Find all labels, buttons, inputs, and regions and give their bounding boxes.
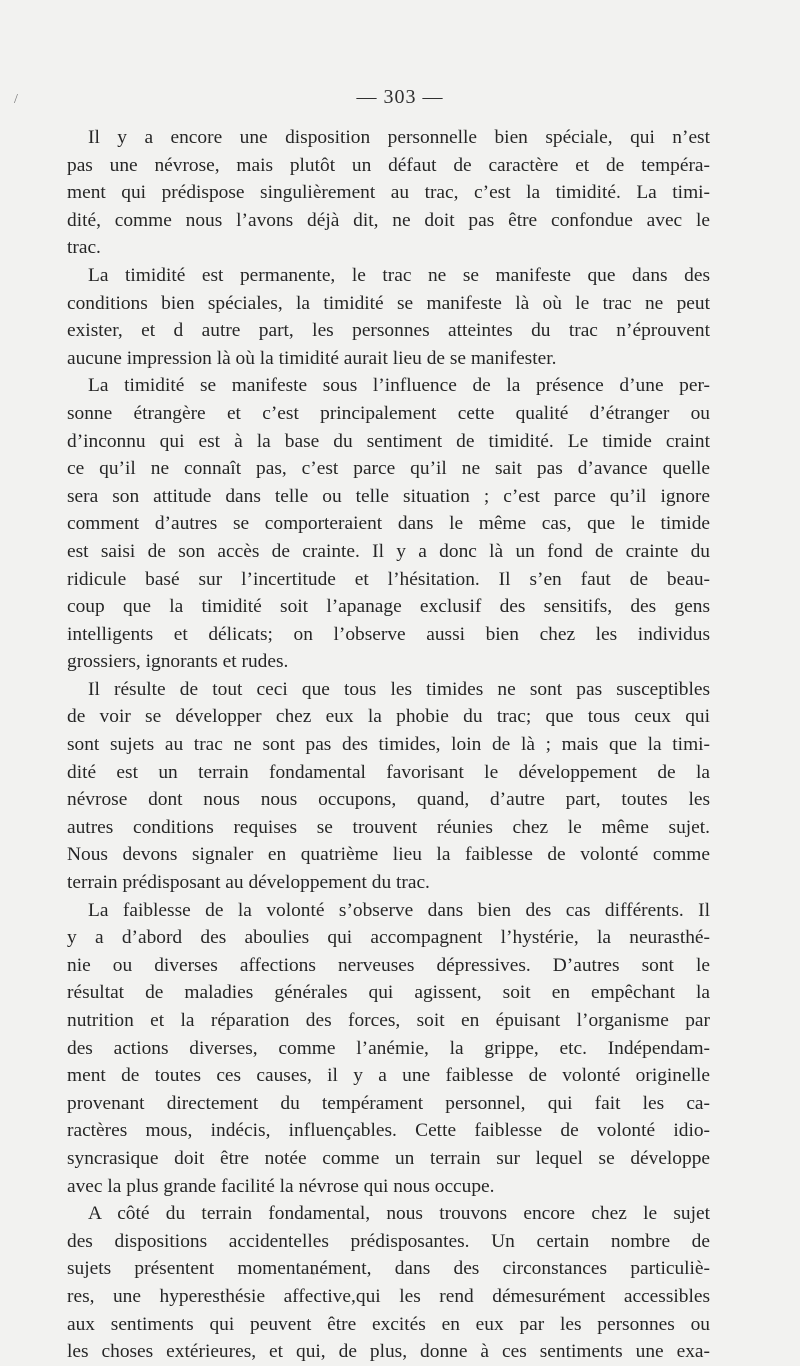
- text-line: névrose dont nous nous occupons, quand, d’autre part, toutes les: [67, 789, 710, 811]
- margin-tick-mark: /: [14, 92, 18, 107]
- text-line: sonne étrangère et c’est principalement cette qualité d’étranger ou: [67, 402, 710, 424]
- text-line: d’inconnu qui est à la base du sentiment de timidité. Le timide craint: [67, 430, 710, 452]
- text-line: coup que la timidité soit l’apanage exclusif des sensitifs, des gens: [67, 596, 710, 618]
- text-line: les choses extérieures, et qui, de plus, donne à ces sentiments une exa-: [67, 1341, 710, 1363]
- text-line: y a d’abord des aboulies qui accompagnent l’hystérie, la neurasthé-: [67, 927, 710, 949]
- text-line: La faiblesse de la volonté s’observe dans bien des cas différents. Il: [88, 899, 710, 921]
- text-line: résultat de maladies générales qui agissent, soit en empêchant la: [67, 982, 710, 1004]
- text-line: trac.: [67, 237, 101, 259]
- text-line: syncrasique doit être notée comme un terrain sur lequel se développe: [67, 1147, 710, 1169]
- text-line: comment d’autres se comporteraient dans le même cas, que le timide: [67, 513, 710, 535]
- text-line: sera son attitude dans telle ou telle situation ; c’est parce qu’il ignore: [67, 485, 710, 507]
- text-line: nie ou diverses affections nerveuses dépressives. D’autres sont le: [67, 954, 710, 976]
- text-line: ractères mous, indécis, influençables. Cette faiblesse de volonté idio-: [67, 1120, 710, 1142]
- body-text: [67, 124, 710, 1366]
- text-line: grossiers, ignorants et rudes.: [67, 651, 289, 673]
- text-line: exister, et d autre part, les personnes atteintes du trac n’éprouvent: [67, 320, 710, 342]
- text-line: autres conditions requises se trouvent réunies chez le même sujet.: [67, 816, 710, 838]
- text-line: provenant directement du tempérament personnel, qui fait les ca-: [67, 1092, 710, 1114]
- text-line: de voir se développer chez eux la phobie du trac; que tous ceux qui: [67, 706, 710, 728]
- text-line: aux sentiments qui peuvent être excités en eux par les personnes ou: [67, 1313, 710, 1335]
- text-line: ce qu’il ne connaît pas, c’est parce qu’il ne sait pas d’avance quelle: [67, 458, 710, 480]
- text-line: A côté du terrain fondamental, nous trouvons encore chez le sujet: [88, 1203, 710, 1225]
- text-line: des actions diverses, comme l’anémie, la grippe, etc. Indépendam-: [67, 1037, 710, 1059]
- text-line: aucune impression là où la timidité aurait lieu de se manifester.: [67, 347, 557, 369]
- text-line: conditions bien spéciales, la timidité se manifeste là où le trac ne peut: [67, 292, 710, 314]
- text-line: dité, comme nous l’avons déjà dit, ne doit pas être confondue avec le: [67, 209, 710, 231]
- text-line: ment qui prédispose singulièrement au trac, c’est la timidité. La timi-: [67, 182, 710, 204]
- text-line: Nous devons signaler en quatrième lieu la faiblesse de volonté comme: [67, 844, 710, 866]
- text-line: sujets présentent momentanément, dans des circonstances particuliè-: [67, 1258, 710, 1280]
- text-line: res, une hyperesthésie affective,qui les rend démesurément accessibles: [67, 1285, 710, 1307]
- text-line: Il y a encore une disposition personnelle bien spéciale, qui n’est: [88, 127, 710, 148]
- text-line: sont sujets au trac ne sont pas des timides, loin de là ; mais que la timi-: [67, 734, 710, 756]
- text-line: est saisi de son accès de crainte. Il y a donc là un fond de crainte du: [67, 540, 710, 562]
- page-number: — 303 —: [356, 86, 444, 108]
- text-line: nutrition et la réparation des forces, soit en épuisant l’organisme par: [67, 1010, 710, 1031]
- text-line: intelligents et délicats; on l’observe aussi bien chez les individus: [67, 623, 710, 645]
- text-line: La timidité se manifeste sous l’influence de la présence d’une per-: [88, 375, 710, 397]
- text-line: ridicule basé sur l’incertitude et l’hésitation. Il s’en faut de beau-: [67, 568, 710, 590]
- text-line: pas une névrose, mais plutôt un défaut de caractère et de tempéra-: [67, 154, 710, 176]
- text-line: Il résulte de tout ceci que tous les timides ne sont pas susceptibles: [88, 678, 710, 700]
- text-line: ment de toutes ces causes, il y a une faiblesse de volonté originelle: [67, 1065, 710, 1087]
- text-line: des dispositions accidentelles prédisposantes. Un certain nombre de: [67, 1230, 710, 1252]
- text-line: avec la plus grande facilité la névrose qui nous occupe.: [67, 1175, 495, 1197]
- text-line: dité est un terrain fondamental favorisant le développement de la: [67, 761, 710, 783]
- text-line: terrain prédisposant au développement du trac.: [67, 872, 430, 894]
- text-line: La timidité est permanente, le trac ne se manifeste que dans des: [88, 264, 710, 286]
